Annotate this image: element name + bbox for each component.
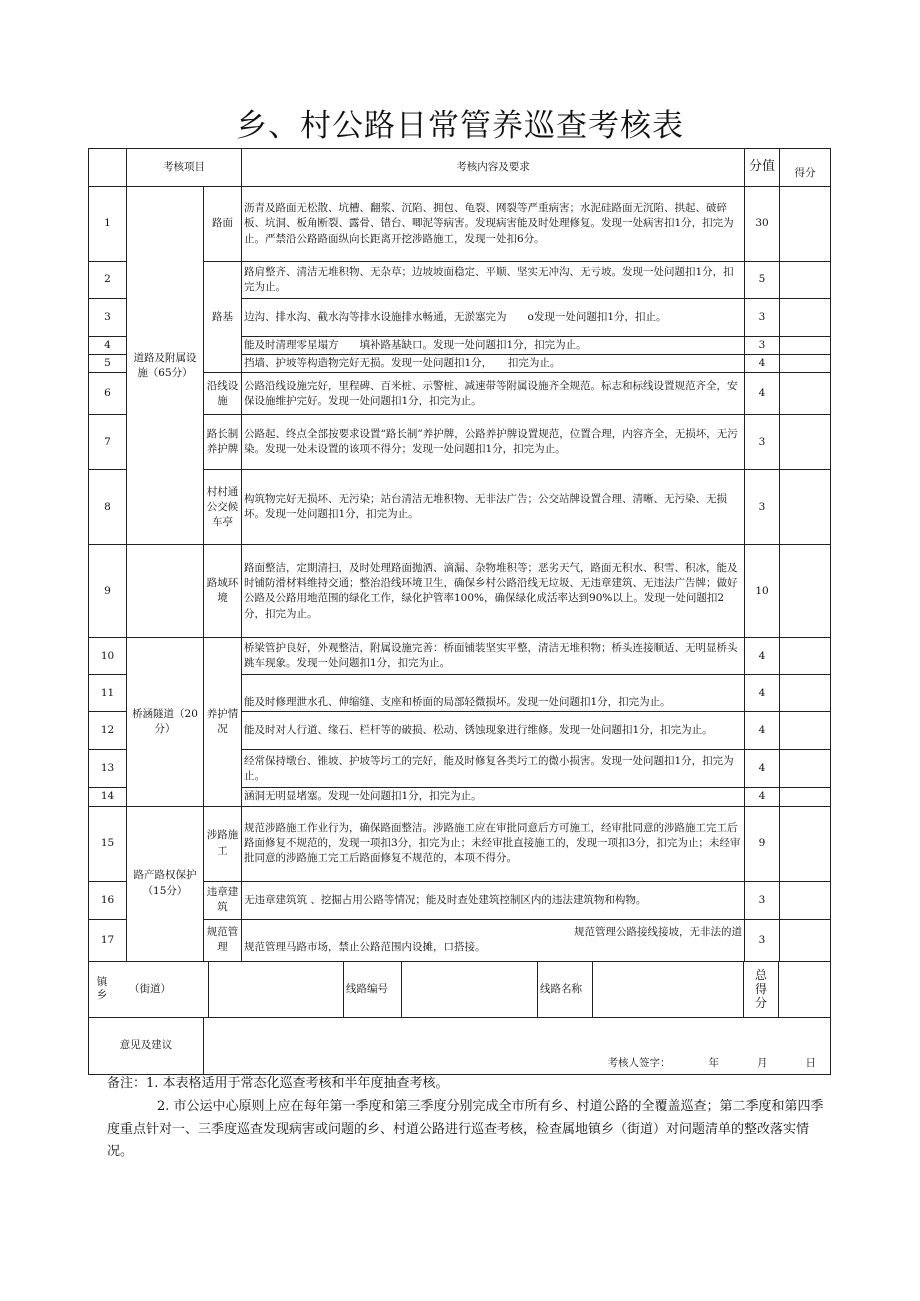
line-no-input[interactable]: [401, 962, 538, 1017]
score-cell[interactable]: [780, 373, 831, 415]
row-content: 无违章建筑筑 、挖掘占用公路等情况；能及时查处建筑控制区内的违法建筑物和构物。: [242, 881, 745, 919]
sub-subgrade: 路基: [204, 262, 242, 373]
opinion-label: 意见及建议: [89, 1017, 204, 1074]
sign-row: [206, 1056, 828, 1071]
row-no: 5: [89, 355, 127, 373]
line-name-label: 线路名称: [540, 982, 582, 995]
score-cell[interactable]: [780, 788, 831, 806]
score-cell[interactable]: [780, 187, 831, 262]
score-cell[interactable]: [780, 638, 831, 675]
score-cell[interactable]: [780, 262, 831, 299]
month-label: 月: [757, 1057, 768, 1070]
day-label: 日: [805, 1057, 816, 1070]
note-1: 备注：1. 本表格适用于常态化巡查考核和半年度抽查考核。: [107, 1076, 449, 1091]
town-label: 镇乡: [96, 975, 108, 1002]
score-cell[interactable]: [780, 299, 831, 337]
page-title: 乡、村公路日常管养巡查考核表: [236, 108, 684, 144]
header-row: [89, 149, 831, 187]
row-no: 17: [89, 919, 127, 961]
row-no: 15: [89, 806, 127, 881]
score-cell[interactable]: [780, 675, 831, 712]
table-row: [89, 187, 831, 262]
row-content: 公路起、终点全部按要求设置“路长制”养护牌，公路养护牌设置规范，位置合理，内容齐全，无损坏，无污染。发现一处未设置的该项不得分；发现一处问题扣1分，扣完为止。: [242, 415, 745, 470]
header-got: 得分: [780, 149, 831, 187]
score-cell[interactable]: [780, 355, 831, 373]
row-content: 能及时修理泄水孔、伸缩缝、支座和桥面的局部轻微损坏。发现一处问题扣1分，扣完为止。: [242, 675, 745, 712]
row-content: 沥青及路面无松散、坑槽、翻浆、沉陷、拥包、龟裂、网裂等严重病害；水泥硅路面无沉陷、拱起、破碎板、坑洞、板角断裂、露骨、错台、唧泥等病害。发现病害能及时处理修复。发现一处病害扣1分，扣完为止。严禁沿公路路面纵向长距离开挖涉路施工，发现一处扣6分。: [242, 187, 745, 262]
total-label: 总得分: [744, 962, 779, 1017]
row-content: 路肩整齐、清洁无堆积物、无杂草；边坡坡面稳定、平顺、坚实无冲沟、无亏坡。发现一处问题扣1分，扣完为止。: [242, 262, 745, 299]
town-label-cell: [89, 962, 209, 1017]
row-no: 16: [89, 881, 127, 919]
row-no: 2: [89, 262, 127, 299]
row-no: 3: [89, 299, 127, 337]
footer-row: [89, 961, 831, 1017]
row-score: 5: [745, 262, 780, 299]
row-score: 4: [745, 373, 780, 415]
signer-label: 考核人签字：: [607, 1057, 671, 1070]
sub-construct: 涉路施工: [204, 806, 242, 881]
note-2: 2. 市公运中心原则上应在每年第一季度和第三季度分别完成全市所有乡、村道公路的全覆盖巡查；第二季度和第四季度重点针对一、三季度巡查发现病害或问题的乡、村道公路进行巡查考核，检查属地镇乡（街道）对问题清单的整改落实情况。: [107, 1098, 824, 1160]
row-score: 9: [745, 806, 780, 881]
opinion-input[interactable]: [204, 1017, 831, 1074]
sub-facility: 沿线设施: [204, 373, 242, 415]
table-row: [89, 806, 831, 881]
header-score: 分值: [745, 149, 780, 187]
row-no: 13: [89, 750, 127, 788]
notes: [107, 1073, 832, 1164]
row-score: 3: [745, 881, 780, 919]
sub-bridgecare: 养护情况: [204, 638, 242, 806]
street-label: （街道）: [129, 982, 171, 995]
row-content: 能及时对人行道、缘石、栏杆等的破损、松动、锈蚀现象进行维修。发现一处问题扣1分，扣完为止。: [242, 712, 745, 750]
row-content: [242, 919, 745, 961]
row-score: 4: [745, 638, 780, 675]
score-cell[interactable]: [780, 470, 831, 545]
group-right: 路产路权保护（15分）: [127, 806, 204, 961]
row-score: 3: [745, 337, 780, 355]
row-no: 14: [89, 788, 127, 806]
row-score: 3: [745, 470, 780, 545]
score-cell[interactable]: [780, 337, 831, 355]
row-score: 3: [745, 919, 780, 961]
group-bridge: 桥涵隧道（20分）: [127, 638, 204, 806]
row-no: 12: [89, 712, 127, 750]
row-score: 3: [745, 415, 780, 470]
table-row: [89, 638, 831, 675]
line-no-label: 线路编号: [346, 982, 388, 995]
sub-pavement: 路面: [204, 187, 242, 262]
score-cell[interactable]: [780, 712, 831, 750]
row-content: 构筑物完好无损坏、无污染；站台清洁无堆积物、无非法广告；公交站牌设置合理、清晰、无污染、无损坏。发现一处问题扣1分，扣完为止。: [242, 470, 745, 545]
row-no: 10: [89, 638, 127, 675]
row-content: 桥梁管护良好，外观整洁，附属设施完善：桥面铺装坚实平整，清洁无堆积物；桥头连接顺适、无明显桥头跳车现象。发现一处问题扣1分，扣完为止。: [242, 638, 745, 675]
row-content: 公路沿线设施完好，里程碑、百米桩、示警桩、减速带等附属设施齐全规范。标志和标线设置规范齐全，安保设施维护完好。发现一处问题扣1分，扣完为止。: [242, 373, 745, 415]
row-no: 11: [89, 675, 127, 712]
row-score: 4: [745, 355, 780, 373]
row-score: 4: [745, 712, 780, 750]
group-road-cont: [127, 545, 204, 638]
row-score: 4: [745, 788, 780, 806]
row-content-b: 规范管理马路市场，禁止公路范围内设摊，口搭接。: [244, 941, 486, 954]
row-score: 3: [745, 299, 780, 337]
table-row: [89, 545, 831, 638]
row-no: 6: [89, 373, 127, 415]
score-cell[interactable]: [780, 545, 831, 638]
opinion-row: [89, 1017, 831, 1074]
sub-sign: 路长制养护牌: [204, 415, 242, 470]
row-score: 10: [745, 545, 780, 638]
sub-illegal: 违章建筑: [204, 881, 242, 919]
row-no: 1: [89, 187, 127, 262]
total-input[interactable]: [779, 962, 830, 1017]
score-cell[interactable]: [780, 881, 831, 919]
score-cell[interactable]: [780, 806, 831, 881]
row-content: 挡墙、护坡等构造物完好无损。发现一处问题扣1分， 扣完为止。: [242, 355, 745, 373]
row-no: 8: [89, 470, 127, 545]
row-no: 7: [89, 415, 127, 470]
row-content: 经常保持墩台、锥坡、护坡等圬工的完好，能及时修复各类圬工的微小损害。发现一处问题扣1分，扣完为止。: [242, 750, 745, 788]
group-road: 道路及附属设施（65分）: [127, 187, 204, 545]
row-score: 4: [745, 675, 780, 712]
row-score: 4: [745, 750, 780, 788]
row-no: 9: [89, 545, 127, 638]
header-content: 考核内容及要求: [242, 149, 745, 187]
row-content: 路面整洁，定期清扫，及时处理路面抛洒、滴漏、杂物堆积等；恶劣天气，路面无积水、积雪、积冰，能及时铺防滑材料维持交通；整治沿线环境卫生，确保乡村公路沿线无垃圾、无违章建筑、无违法广告牌；做好公路及公路用地范围的绿化工作，绿化护管率100%，确保绿化成活率达到90%以上。发现一处问题扣2分，扣完为止。: [242, 545, 745, 638]
row-content: 规范涉路施工作业行为，确保路面整洁。涉路施工应在审批同意后方可施工，经审批同意的涉路施工完工后路面修复不规范的，发现一项扣3分，扣完为止；未经审批直接施工的，发现一项扣3分，扣完为止；未经审批同意的涉路施工完工后路面修复不规范的，本项不得分。: [242, 806, 745, 881]
header-blank: [89, 149, 127, 187]
score-cell[interactable]: [780, 750, 831, 788]
row-no: 4: [89, 337, 127, 355]
row-content: 能及时清理零星塌方 填补路基缺口。发现一处问题扣1分，扣完为止。: [242, 337, 745, 355]
year-label: 年: [708, 1057, 719, 1070]
row-content-a: 规范管理公路接线接坡，无非法的道: [574, 925, 742, 938]
sub-bus: 村村通公交候车亭: [204, 470, 242, 545]
town-input[interactable]: [209, 962, 344, 1017]
row-score: 30: [745, 187, 780, 262]
header-item: 考核项目: [127, 149, 242, 187]
score-cell[interactable]: [780, 415, 831, 470]
inspection-table: [88, 148, 831, 1075]
sub-manage: 规范管理: [204, 919, 242, 961]
score-cell[interactable]: [780, 919, 831, 961]
row-content: 边沟、排水沟、截水沟等排水设施排水畅通，无淤塞完为 o发现一处问题扣1分，扣止。: [242, 299, 745, 337]
line-name-input[interactable]: [592, 962, 744, 1017]
sub-env: 路域环境: [204, 545, 242, 638]
row-content: 涵洞无明显堵塞。发现一处问题扣1分，扣完为止。: [242, 788, 745, 806]
